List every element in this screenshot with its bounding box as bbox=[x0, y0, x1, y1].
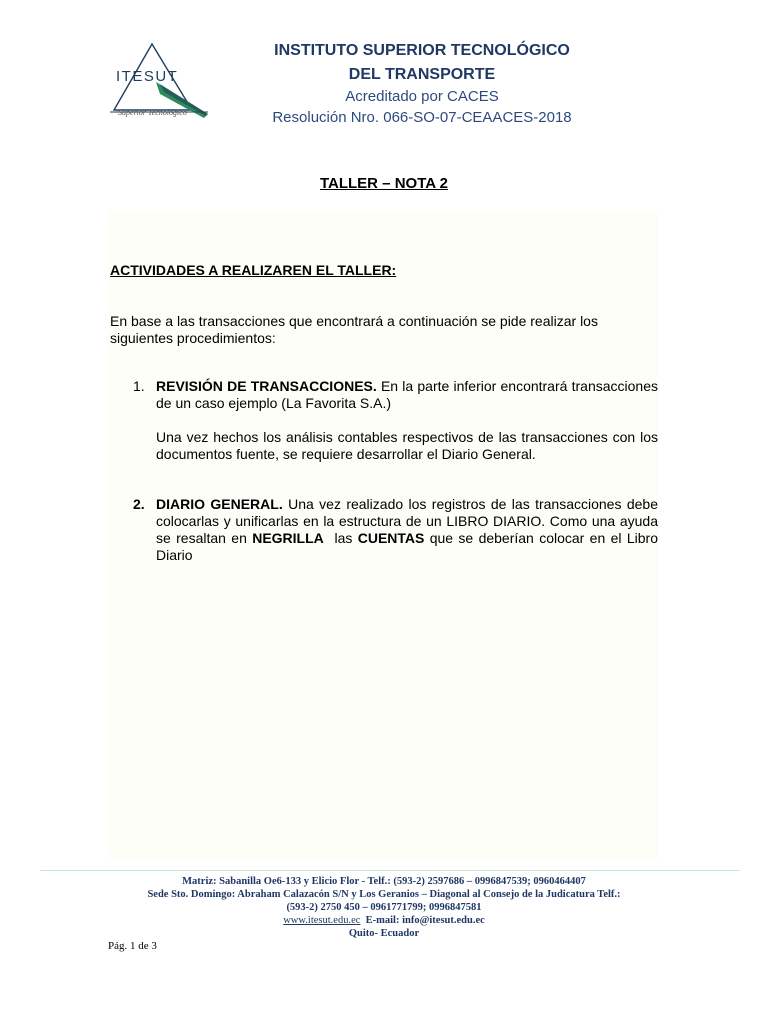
footer-city: Quito- Ecuador bbox=[348, 928, 420, 939]
institute-name-line1: INSTITUTO SUPERIOR TECNOLÓGICO bbox=[274, 42, 570, 59]
document-title-text: TALLER – NOTA 2 bbox=[319, 175, 449, 192]
item-2-body-b: las bbox=[323, 530, 358, 546]
logo-name: ITESUT bbox=[116, 68, 179, 85]
item-2-body-c: que se deberían colocar en el Libro Diario bbox=[156, 530, 658, 563]
item-2-title: DIARIO GENERAL. bbox=[156, 496, 283, 512]
item-1-text bbox=[156, 378, 658, 412]
item-2-number: 2. bbox=[133, 496, 145, 512]
resolution: Resolución Nro. 066-SO-07-CEAACES-2018 bbox=[272, 109, 572, 126]
footer-phones: (593-2) 2750 450 – 0961771799; 0996847581 bbox=[286, 902, 482, 913]
intro-paragraph: En base a las transacciones que encontrará a continuación se pide realizar los siguientes procedimientos: bbox=[110, 313, 598, 346]
footer-email: E-mail: info@itesut.edu.ec bbox=[360, 915, 485, 926]
footer-address-branch: Sede Sto. Domingo: Abraham Calazacón S/N y Los Geranios – Diagonal al Consejo de la Judicatura Telf.: bbox=[147, 889, 621, 900]
footer-divider bbox=[40, 870, 740, 871]
logo-tagline: Superior Tecnológico bbox=[118, 108, 187, 117]
page-number: Pág. 1 de 3 bbox=[108, 940, 157, 952]
item-2-body-a: Una vez realizado los registros de las transacciones debe colocarlas y unificarlas en la estructura de un LIBRO DIARIO. Como una ayuda se resaltan en bbox=[156, 496, 658, 546]
website-link[interactable]: www.itesut.edu.ec bbox=[283, 915, 361, 926]
item-1-number: 1. bbox=[133, 378, 145, 394]
accreditation: Acreditado por CACES bbox=[345, 88, 499, 105]
item-1-body: En la parte inferior encontrará transacciones de un caso ejemplo (La Favorita S.A.) bbox=[156, 378, 658, 411]
item-2-text bbox=[156, 496, 658, 564]
section-heading: ACTIVIDADES A REALIZAREN EL TALLER: bbox=[110, 262, 397, 278]
item-1-title: REVISIÓN DE TRANSACCIONES. bbox=[156, 378, 377, 394]
item-2-bold-cuentas: CUENTAS bbox=[357, 530, 425, 546]
item-1-paragraph: Una vez hechos los análisis contables respectivos de las transacciones con los documentos fuente, se requiere desarrollar el Diario General. bbox=[156, 429, 658, 462]
institute-name-line2: DEL TRANSPORTE bbox=[348, 66, 496, 83]
footer-address-main: Matriz: Sabanilla Oe6-133 y Elicio Flor - Telf.: (593-2) 2597686 – 0996847539; 0960464407 bbox=[182, 876, 586, 887]
item-2-bold-negrilla: NEGRILLA bbox=[252, 530, 324, 546]
document-title bbox=[0, 175, 768, 192]
footer-contact bbox=[0, 914, 768, 927]
